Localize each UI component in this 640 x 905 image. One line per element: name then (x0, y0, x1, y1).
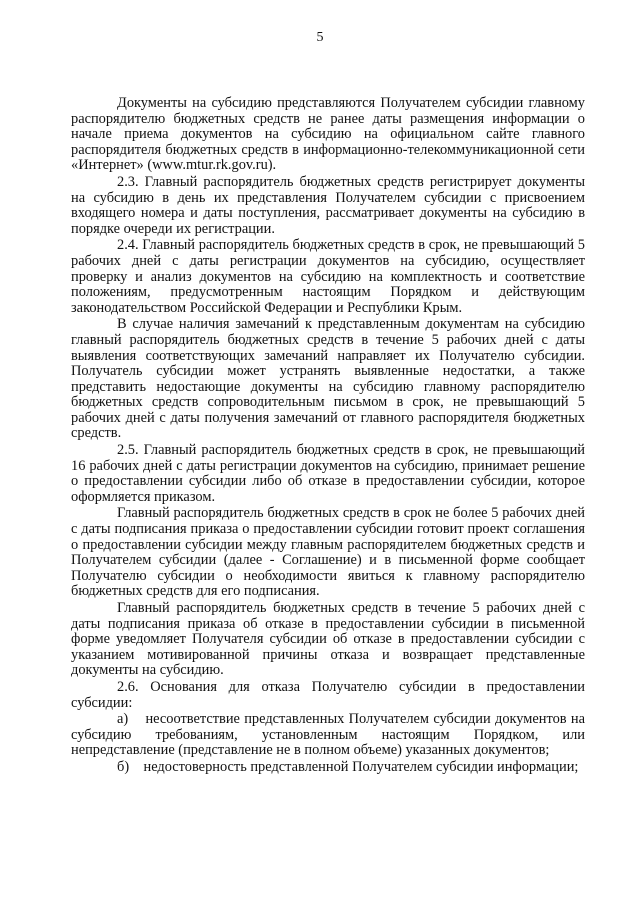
list-item-b (71, 760, 585, 776)
paragraph-2-6: 2.6. Основания для отказа Получателю субсидии в предоставлении субсидии: (71, 678, 585, 711)
document-body (71, 96, 585, 776)
page-number: 5 (316, 30, 324, 45)
paragraph-refusal-notice: Главный распорядитель бюджетных средств в течение 5 рабочих дней с даты подписания приказа об отказе в предоставлении субсидии в письменной форме уведомляет Получателя субсидии об отказе в предоставлении субсидии с указанием мотивированной причины отказа и возвращает представленные документы на субсидию. (71, 600, 585, 679)
list-marker-b: б) (117, 758, 130, 775)
paragraph-remarks: В случае наличия замечаний к представленным документам на субсидию главный распорядитель бюджетных средств в течение 5 рабочих дней с даты выявления соответствующих замечаний направляет их Получателю субсидии. Получатель субсидии может устранять выявленные недостатки, а также представить недостающие документы на субсидию главному распорядителю бюджетных средств сопроводительным письмом в срок, не превышающий 5 рабочих дней с даты получения замечаний от главного распорядителя бюджетных средств. (71, 316, 585, 442)
paragraph-documents-submission: Документы на субсидию представляются Получателем субсидии главному распорядителю бюджетных средств не ранее даты размещения информации о начале приема документов на субсидию на официальном сайте главного распорядителя бюджетных средств в информационно-телекоммуникационной сети «Интернет» (www.mtur.rk.gov.ru). (71, 95, 585, 174)
list-marker-a: а) (117, 711, 129, 728)
list-text-a: несоответствие представленных Получателем субсидии документов на субсидию требованиям, установленным настоящим Порядком, или непредставление (представление не в полном объеме) указанных документов; (71, 711, 585, 759)
list-text-b: недостоверность представленной Получателем субсидии информации; (143, 758, 579, 775)
list-item-a (71, 712, 585, 759)
paragraph-agreement: Главный распорядитель бюджетных средств в срок не более 5 рабочих дней с даты подписания приказа о предоставлении субсидии готовит проект соглашения о предоставлении субсидии между главным распорядителем бюджетных средств и Получателем субсидии (далее - Соглашение) и в письменной форме сообщает Получателю субсидии о необходимости явиться к главному распорядителю бюджетных средств для его подписания. (71, 505, 585, 600)
paragraph-2-5: 2.5. Главный распорядитель бюджетных средств в срок, не превышающий 16 рабочих дней с даты регистрации документов на субсидию, принимает решение о предоставлении субсидии либо об отказе в предоставлении субсидии, которое оформляется приказом. (71, 442, 585, 505)
paragraph-2-4: 2.4. Главный распорядитель бюджетных средств в срок, не превышающий 5 рабочих дней с даты регистрации документов на субсидию, осуществляет проверку и анализ документов на субсидию на комплектность и соответствие положениям, предусмотренным настоящим Порядком и действующим законодательством Российской Федерации и Республики Крым. (71, 237, 585, 316)
paragraph-2-3: 2.3. Главный распорядитель бюджетных средств регистрирует документы на субсидию в день их представления Получателем субсидии с присвоением входящего номера и даты поступления, рассматривает документы на субсидию в порядке очереди их регистрации. (71, 173, 585, 237)
